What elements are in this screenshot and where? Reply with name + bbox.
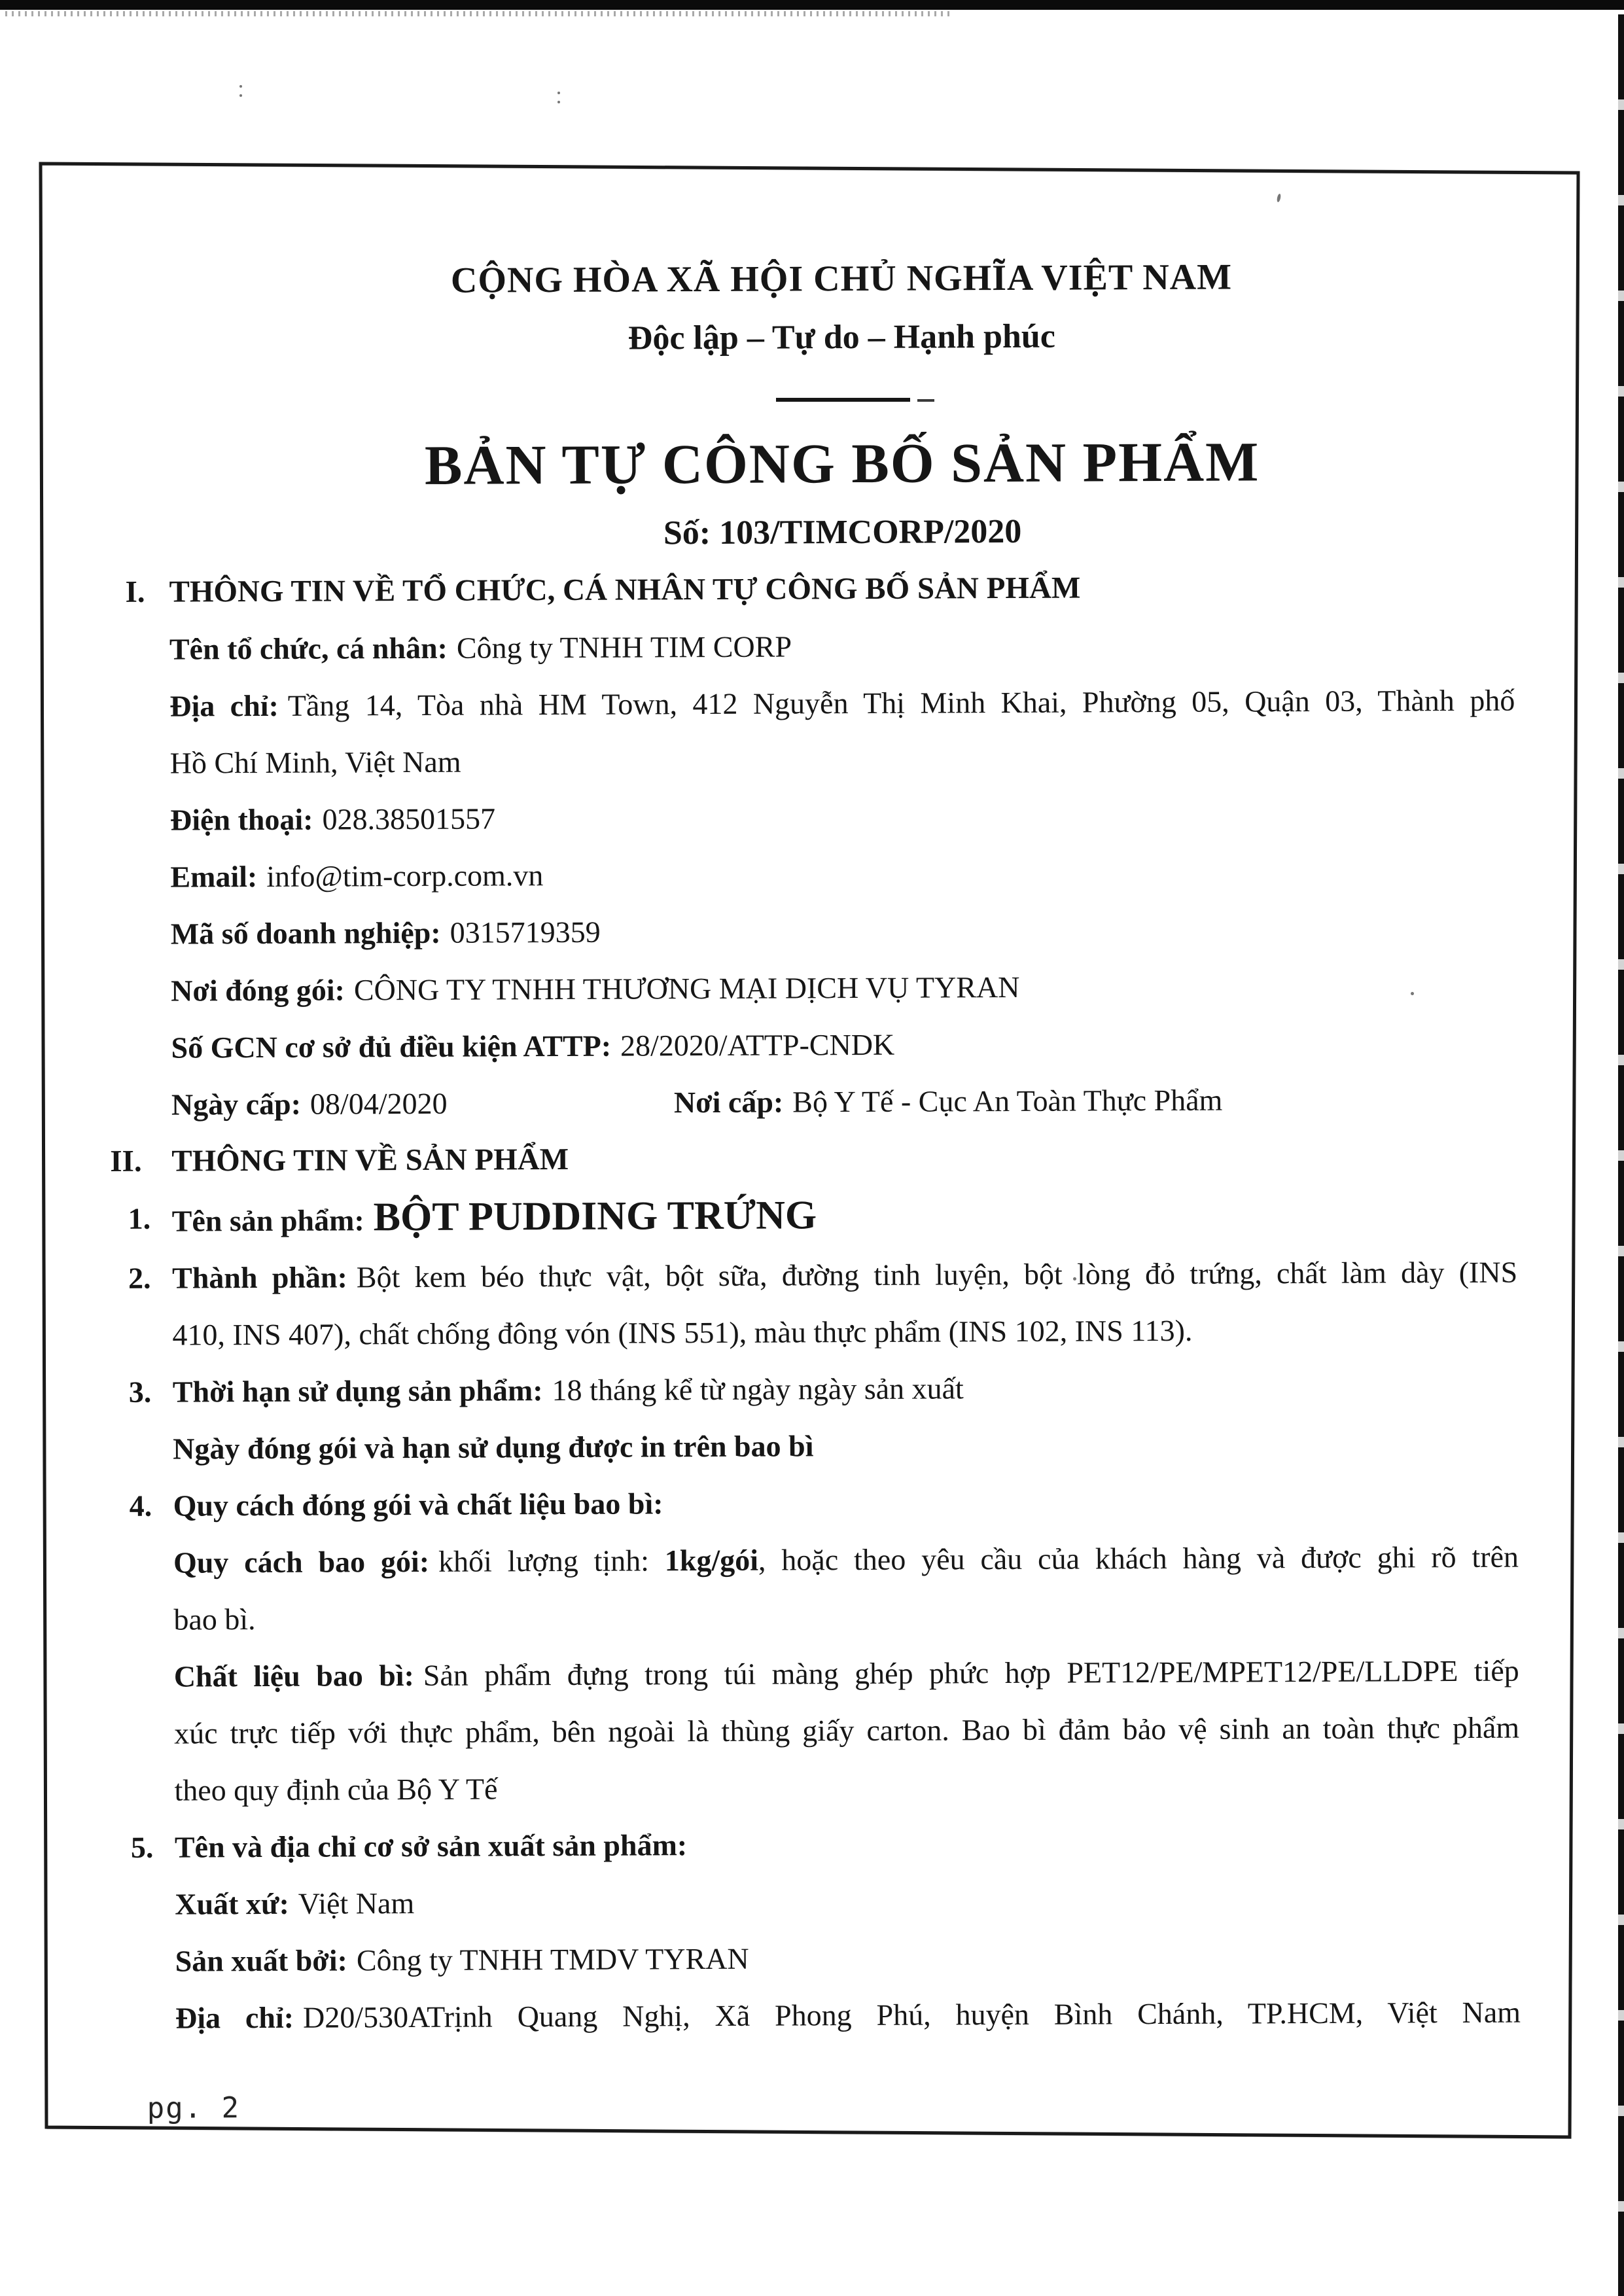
- field-pack-spec-line2: [130, 1585, 1519, 1648]
- field-org-name: [126, 615, 1515, 678]
- pack-spec-line2: bao bì.: [173, 1602, 256, 1636]
- field-producer-address: [132, 1984, 1521, 2047]
- pack-spec-mid: khối lượng tịnh:: [438, 1544, 665, 1578]
- page-number: pg. 2: [147, 2091, 241, 2125]
- field-gcn-number: [127, 1014, 1516, 1076]
- pack-material-line2: xúc trực tiếp với thực phẩm, bên ngoài là thùng giấy carton. Bao bì đảm bảo vệ sinh an toàn thực phẩm: [174, 1710, 1520, 1750]
- item2-ingredients-line2: [128, 1301, 1517, 1364]
- section2-heading: [110, 1127, 1517, 1190]
- packing-place-label: Nơi đóng gói:: [171, 973, 345, 1008]
- national-motto-line2: Độc lập – Tự do – Hạnh phúc: [627, 317, 1055, 357]
- section2-numeral: II.: [110, 1144, 142, 1179]
- field-phone: [126, 786, 1515, 849]
- issue-place-label: Nơi cấp:: [673, 1085, 784, 1120]
- field-address-line1: [126, 672, 1515, 735]
- pack-spec-label: Quy cách bao gói:: [173, 1544, 430, 1580]
- ingredients-label: Thành phần:: [171, 1260, 347, 1295]
- producer-heading-text: Tên và địa chỉ cơ sở sản xuất sản phẩm:: [174, 1828, 688, 1864]
- address-label: Địa chỉ:: [169, 688, 279, 723]
- item4-heading: [129, 1472, 1518, 1534]
- field-pack-spec-line1: [130, 1528, 1519, 1591]
- item5-number: 5.: [130, 1830, 154, 1864]
- gcn-value: 28/2020/ATTP-CNDK: [620, 1027, 895, 1063]
- pack-spec-weight: 1kg/gói: [664, 1543, 759, 1578]
- pack-material-line3: theo quy định của Bộ Y Tế: [174, 1772, 498, 1807]
- gcn-label: Số GCN cơ sở đủ điều kiện ATTP:: [171, 1029, 612, 1065]
- shelf-life-note: Ngày đóng gói và hạn sử dụng được in trên bao bì: [173, 1429, 814, 1466]
- document-title: BẢN TỰ CÔNG BỐ SẢN PHẨM: [424, 430, 1260, 497]
- producer-value: Công ty TNHH TMDV TYRAN: [356, 1941, 749, 1977]
- field-business-code: [127, 900, 1516, 963]
- field-producer: [131, 1927, 1520, 1990]
- phone-label: Điện thoại:: [169, 802, 313, 837]
- org-name-label: Tên tổ chức, cá nhân:: [169, 631, 448, 666]
- field-origin: [131, 1870, 1520, 1933]
- producer-address-label: Địa chỉ:: [175, 2000, 294, 2035]
- document-number: Số: 103/TIMCORP/2020: [663, 512, 1022, 552]
- item4-number: 4.: [129, 1489, 152, 1523]
- item3-note: [129, 1415, 1518, 1477]
- shelf-life-value: 18 tháng kể từ ngày ngày sản xuất: [552, 1371, 964, 1407]
- business-code-value: 0315719359: [450, 915, 601, 949]
- field-packing-place: [127, 957, 1516, 1019]
- item3-shelf-life: [129, 1358, 1518, 1421]
- field-email: [126, 843, 1515, 906]
- item2-number: 2.: [128, 1261, 151, 1295]
- org-name-value: Công ty TNHH TIM CORP: [456, 629, 792, 665]
- item5-heading: [131, 1813, 1520, 1876]
- section1-heading: [125, 558, 1514, 621]
- origin-value: Việt Nam: [298, 1886, 415, 1920]
- email-value: info@tim-corp.com.vn: [266, 858, 544, 893]
- field-pack-material-line2: [130, 1699, 1519, 1762]
- pack-spec-rest: , hoặc theo yêu cầu của khách hàng và được ghi rõ trên: [758, 1540, 1519, 1577]
- shelf-life-label: Thời hạn sử dụng sản phẩm:: [172, 1373, 543, 1409]
- national-motto-line1: CỘNG HÒA XÃ HỘI CHỦ NGHĨA VIỆT NAM: [450, 256, 1233, 301]
- field-issue-row: [128, 1070, 1517, 1133]
- producer-address-value: D20/530ATrịnh Quang Nghị, Xã Phong Phú, huyện Bình Chánh, TP.HCM, Việt Nam: [302, 1995, 1521, 2034]
- ingredients-value-line2: 410, INS 407), chất chống đông vón (INS 551), màu thực phẩm (INS 102, INS 113).: [172, 1313, 1193, 1352]
- product-name-value: BỘT PUDDING TRỨNG: [373, 1193, 817, 1240]
- field-pack-material-line1: [130, 1642, 1519, 1705]
- issue-date-value: 08/04/2020: [309, 1086, 448, 1121]
- email-label: Email:: [170, 860, 258, 894]
- packing-place-value: CÔNG TY TNHH THƯƠNG MẠI DỊCH VỤ TYRAN: [353, 970, 1020, 1007]
- pack-material-line1: Sản phẩm đựng trong túi màng ghép phức hợp PET12/PE/MPET12/PE/LLDPE tiếp: [423, 1653, 1519, 1692]
- section2-heading-text: THÔNG TIN VỀ SẢN PHẨM: [171, 1142, 569, 1178]
- issue-date-label: Ngày cấp:: [171, 1087, 302, 1122]
- product-name-label: Tên sản phẩm:: [171, 1203, 364, 1238]
- section1-heading-text: THÔNG TIN VỀ TỔ CHỨC, CÁ NHÂN TỰ CÔNG BỐ SẢN PHẨM: [169, 571, 1081, 609]
- document-body: [110, 558, 1521, 2047]
- item1-number: 1.: [128, 1201, 151, 1235]
- ingredients-value-line1: Bột kem béo thực vật, bột sữa, đường tinh luyện, bột lòng đỏ trứng, chất làm dày (INS: [356, 1255, 1518, 1294]
- field-pack-material-line3: [130, 1756, 1519, 1819]
- item2-ingredients-line1: [128, 1244, 1517, 1307]
- origin-label: Xuất xứ:: [175, 1886, 289, 1921]
- address-value-line2: Hồ Chí Minh, Việt Nam: [169, 745, 461, 780]
- address-value-line1: Tầng 14, Tòa nhà HM Town, 412 Nguyễn Thị Minh Khai, Phường 05, Quận 03, Thành phố: [287, 683, 1515, 722]
- field-address-line2: [126, 729, 1515, 792]
- business-code-label: Mã số doanh nghiệp:: [170, 915, 441, 951]
- phone-value: 028.38501557: [322, 802, 496, 836]
- issue-place-value: Bộ Y Tế - Cục An Toàn Thực Phẩm: [792, 1083, 1223, 1119]
- item1-product-name: [128, 1184, 1517, 1250]
- packaging-heading-text: Quy cách đóng gói và chất liệu bao bì:: [173, 1487, 663, 1523]
- producer-label: Sản xuất bởi:: [175, 1943, 348, 1978]
- item3-number: 3.: [128, 1375, 152, 1409]
- pack-material-label: Chất liệu bao bì:: [173, 1658, 414, 1693]
- section1-numeral: I.: [125, 574, 145, 609]
